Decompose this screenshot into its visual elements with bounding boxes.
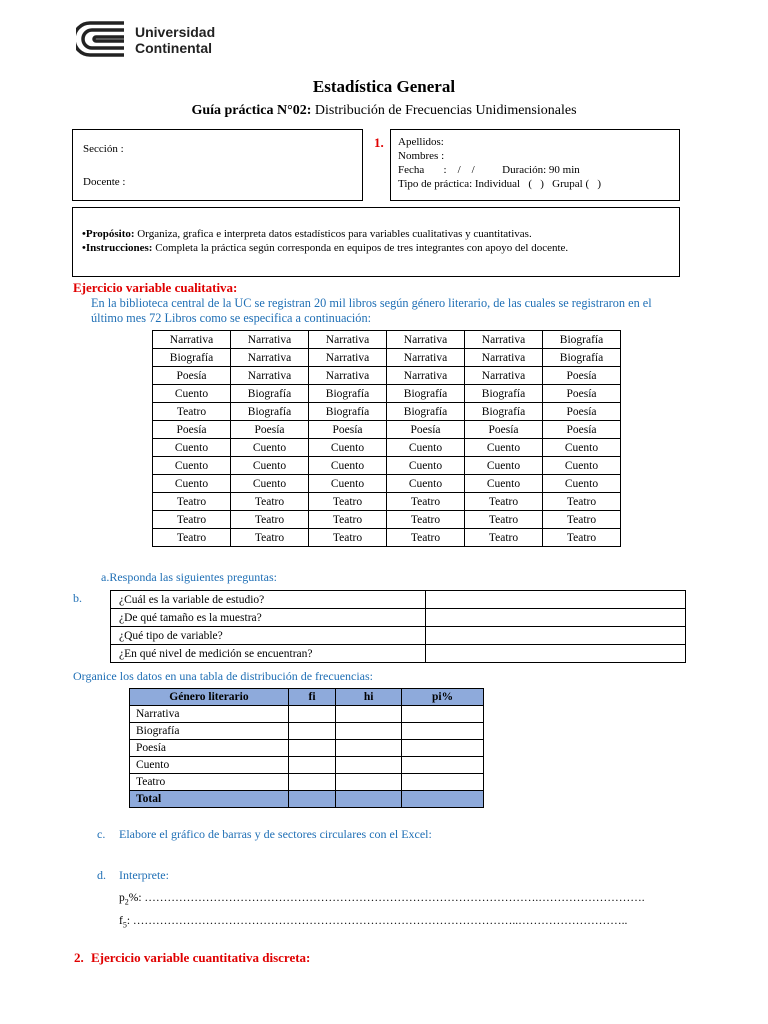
p2-subscript: 2 xyxy=(124,897,129,907)
instructions-label: •Instrucciones: xyxy=(82,242,153,254)
seccion-label: Sección : xyxy=(83,143,124,155)
exercise1-intro-line1: En la biblioteca central de la UC se registran 20 mil libros según género literario, de las cuales se registraron en el xyxy=(91,296,652,310)
books-cell: Biografía xyxy=(309,385,387,403)
books-row xyxy=(153,331,621,349)
questions-table xyxy=(110,590,686,663)
books-cell: Teatro xyxy=(153,511,231,529)
tipo-practica-label: Tipo de práctica: Individual ( ) Grupal ( ) xyxy=(398,178,602,190)
subtitle-rest: Distribución de Frecuencias Unidimensionales xyxy=(311,103,577,118)
books-cell: Teatro xyxy=(543,511,621,529)
question-row xyxy=(111,627,686,645)
books-cell: Narrativa xyxy=(231,367,309,385)
exercise2-number: 2. xyxy=(74,950,84,965)
books-cell: Cuento xyxy=(465,457,543,475)
books-cell: Biografía xyxy=(231,385,309,403)
books-cell: Teatro xyxy=(465,511,543,529)
p2-interpret-line[interactable] xyxy=(119,892,645,906)
books-row xyxy=(153,385,621,403)
books-cell: Cuento xyxy=(153,457,231,475)
books-cell: Cuento xyxy=(153,385,231,403)
books-cell: Poesía xyxy=(543,385,621,403)
books-row xyxy=(153,421,621,439)
purpose-line xyxy=(82,228,532,240)
freq-value-cell[interactable] xyxy=(402,791,484,808)
freq-total-row xyxy=(130,791,484,808)
books-cell: Biografía xyxy=(465,385,543,403)
p2-dots: %: ………………………………………………………………………………………….………………………. xyxy=(128,892,645,904)
question-row xyxy=(111,591,686,609)
books-cell: Narrativa xyxy=(387,331,465,349)
books-row xyxy=(153,367,621,385)
freq-value-cell[interactable] xyxy=(336,740,402,757)
books-cell: Teatro xyxy=(153,403,231,421)
books-cell: Poesía xyxy=(153,421,231,439)
books-cell: Poesía xyxy=(309,421,387,439)
info-right-box xyxy=(390,129,680,201)
books-cell: Biografía xyxy=(387,403,465,421)
books-cell: Teatro xyxy=(543,529,621,547)
item-c-label: c. xyxy=(97,827,106,841)
books-row xyxy=(153,349,621,367)
books-cell: Cuento xyxy=(465,475,543,493)
docente-label: Docente : xyxy=(83,176,126,188)
books-cell: Narrativa xyxy=(387,367,465,385)
books-data-table xyxy=(152,330,621,547)
books-row xyxy=(153,493,621,511)
freq-value-cell[interactable] xyxy=(402,757,484,774)
freq-value-cell[interactable] xyxy=(288,740,335,757)
books-cell: Cuento xyxy=(543,475,621,493)
apellidos-label: Apellidos: xyxy=(398,136,444,148)
freq-value-cell[interactable] xyxy=(402,774,484,791)
books-row xyxy=(153,475,621,493)
books-cell: Cuento xyxy=(543,439,621,457)
books-cell: Biografía xyxy=(465,403,543,421)
page-title: Estadística General xyxy=(312,77,456,96)
books-cell: Narrativa xyxy=(465,367,543,385)
frequency-table xyxy=(129,688,484,808)
freq-value-cell[interactable] xyxy=(288,774,335,791)
page-subtitle xyxy=(0,103,768,119)
books-cell: Narrativa xyxy=(309,367,387,385)
books-cell: Narrativa xyxy=(387,349,465,367)
books-row xyxy=(153,457,621,475)
freq-category: Cuento xyxy=(130,757,289,774)
books-cell: Teatro xyxy=(231,529,309,547)
f5-interpret-line[interactable] xyxy=(119,915,627,929)
subtitle-bold: Guía práctica N°02: xyxy=(191,103,312,118)
answer-cell[interactable] xyxy=(426,627,686,645)
instructions-text: Completa la práctica según corresponda en equipos de tres integrantes con apoyo del docente. xyxy=(152,242,569,254)
university-logo xyxy=(76,20,226,60)
books-cell: Biografía xyxy=(387,385,465,403)
books-cell: Poesía xyxy=(543,421,621,439)
exercise1-heading: Ejercicio variable cualitativa: xyxy=(73,280,238,295)
question-text: ¿En qué nivel de medición se encuentran? xyxy=(111,645,426,663)
books-cell: Cuento xyxy=(387,475,465,493)
purpose-text: Organiza, grafica e interpreta datos estadísticos para variables cualitativas y cuantitativas. xyxy=(134,228,532,240)
question-text: ¿Cuál es la variable de estudio? xyxy=(111,591,426,609)
freq-category: Teatro xyxy=(130,774,289,791)
books-cell: Biografía xyxy=(543,331,621,349)
logo-line1: Universidad xyxy=(135,24,216,40)
books-cell: Teatro xyxy=(465,493,543,511)
books-cell: Cuento xyxy=(153,439,231,457)
books-cell: Cuento xyxy=(309,457,387,475)
info-number: 1. xyxy=(374,135,384,150)
books-cell: Poesía xyxy=(543,403,621,421)
freq-header: pi% xyxy=(402,689,484,706)
freq-row xyxy=(130,774,484,791)
freq-category: Poesía xyxy=(130,740,289,757)
item-c-text: Elabore el gráfico de barras y de sectores circulares con el Excel: xyxy=(119,827,432,841)
books-cell: Teatro xyxy=(309,529,387,547)
logo-line2: Continental xyxy=(135,40,212,56)
books-cell: Cuento xyxy=(231,439,309,457)
books-cell: Narrativa xyxy=(465,349,543,367)
item-d-text: Interprete: xyxy=(119,868,169,882)
books-cell: Teatro xyxy=(153,493,231,511)
books-cell: Poesía xyxy=(465,421,543,439)
freq-category: Total xyxy=(130,791,289,808)
books-cell: Teatro xyxy=(387,493,465,511)
item-d-label: d. xyxy=(97,868,106,882)
books-cell: Teatro xyxy=(153,529,231,547)
books-cell: Biografía xyxy=(231,403,309,421)
books-cell: Teatro xyxy=(387,511,465,529)
books-cell: Biografía xyxy=(309,403,387,421)
freq-header: Género literario xyxy=(130,689,289,706)
f5-subscript: 5 xyxy=(122,920,127,930)
freq-header: hi xyxy=(336,689,402,706)
purpose-label: •Propósito: xyxy=(82,228,135,240)
freq-value-cell[interactable] xyxy=(336,757,402,774)
books-cell: Poesía xyxy=(153,367,231,385)
freq-value-cell[interactable] xyxy=(402,706,484,723)
books-cell: Cuento xyxy=(387,439,465,457)
freq-row xyxy=(130,723,484,740)
nombres-label: Nombres : xyxy=(398,150,445,162)
books-cell: Teatro xyxy=(543,493,621,511)
question-text: ¿Qué tipo de variable? xyxy=(111,627,426,645)
books-cell: Cuento xyxy=(153,475,231,493)
books-cell: Cuento xyxy=(231,457,309,475)
item-a: a.Responda las siguientes preguntas: xyxy=(101,570,277,584)
freq-category: Biografía xyxy=(130,723,289,740)
freq-row xyxy=(130,757,484,774)
books-cell: Poesía xyxy=(543,367,621,385)
books-cell: Cuento xyxy=(543,457,621,475)
answer-cell[interactable] xyxy=(426,645,686,663)
freq-value-cell[interactable] xyxy=(336,774,402,791)
books-row xyxy=(153,529,621,547)
question-row xyxy=(111,609,686,627)
books-cell: Narrativa xyxy=(231,349,309,367)
freq-value-cell[interactable] xyxy=(336,723,402,740)
freq-header: fi xyxy=(288,689,335,706)
freq-value-cell[interactable] xyxy=(288,757,335,774)
freq-value-cell[interactable] xyxy=(336,706,402,723)
books-cell: Cuento xyxy=(309,475,387,493)
books-cell: Biografía xyxy=(153,349,231,367)
books-cell: Teatro xyxy=(309,511,387,529)
answer-cell[interactable] xyxy=(426,609,686,627)
books-cell: Cuento xyxy=(231,475,309,493)
question-text: ¿De qué tamaño es la muestra? xyxy=(111,609,426,627)
books-cell: Cuento xyxy=(465,439,543,457)
books-cell: Teatro xyxy=(231,511,309,529)
answer-cell[interactable] xyxy=(426,591,686,609)
books-cell: Teatro xyxy=(309,493,387,511)
fecha-label: Fecha : / / Duración: 90 min xyxy=(398,164,580,176)
books-cell: Poesía xyxy=(231,421,309,439)
freq-value-cell[interactable] xyxy=(402,723,484,740)
exercise2-heading: Ejercicio variable cuantitativa discreta: xyxy=(91,950,311,965)
books-cell: Cuento xyxy=(309,439,387,457)
freq-value-cell[interactable] xyxy=(288,723,335,740)
freq-value-cell[interactable] xyxy=(336,791,402,808)
item-b-label: b. xyxy=(73,591,82,605)
books-cell: Teatro xyxy=(387,529,465,547)
freq-row xyxy=(130,706,484,723)
freq-row xyxy=(130,740,484,757)
books-row xyxy=(153,511,621,529)
freq-value-cell[interactable] xyxy=(288,706,335,723)
books-row xyxy=(153,403,621,421)
books-cell: Teatro xyxy=(231,493,309,511)
organize-instruction: Organice los datos en una tabla de distribución de frecuencias: xyxy=(73,669,374,683)
books-cell: Narrativa xyxy=(231,331,309,349)
p2-label: p xyxy=(119,892,125,904)
info-left-box xyxy=(72,129,363,201)
f5-label: f xyxy=(119,915,123,927)
books-cell: Narrativa xyxy=(465,331,543,349)
instructions-line xyxy=(82,242,568,254)
books-cell: Narrativa xyxy=(309,349,387,367)
question-row xyxy=(111,645,686,663)
f5-dots: : ………………………………………………………………………………………..……………………….. xyxy=(126,915,628,927)
books-cell: Poesía xyxy=(387,421,465,439)
books-cell: Biografía xyxy=(543,349,621,367)
books-cell: Cuento xyxy=(387,457,465,475)
books-cell: Teatro xyxy=(465,529,543,547)
freq-value-cell[interactable] xyxy=(402,740,484,757)
purpose-box xyxy=(72,207,680,277)
books-cell: Narrativa xyxy=(309,331,387,349)
exercise1-intro-line2: último mes 72 Libros como se especifica a continuación: xyxy=(91,311,372,325)
freq-category: Narrativa xyxy=(130,706,289,723)
logo-mark-icon xyxy=(76,20,128,58)
freq-value-cell[interactable] xyxy=(288,791,335,808)
books-cell: Narrativa xyxy=(153,331,231,349)
books-row xyxy=(153,439,621,457)
